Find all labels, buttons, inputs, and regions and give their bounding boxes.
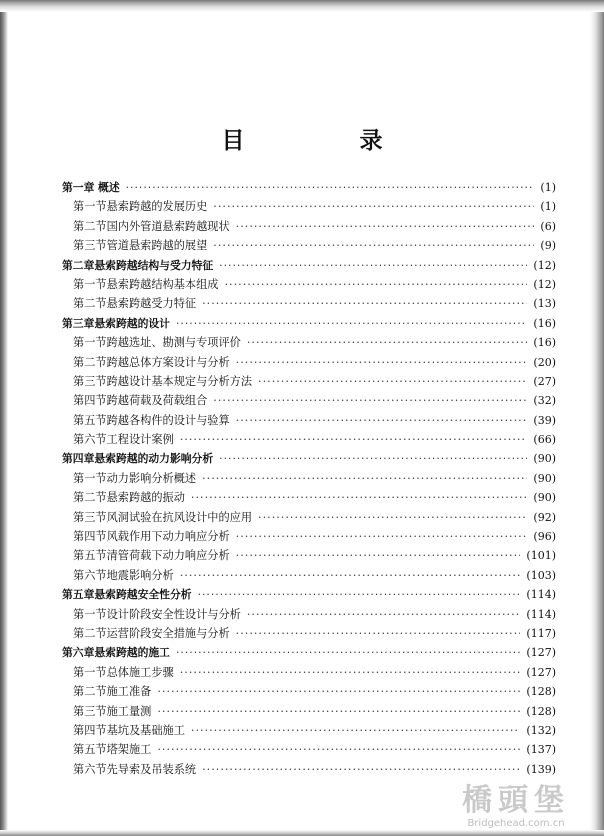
toc-page-number: (114) [526,607,556,621]
toc-page-number: (127) [526,665,556,679]
toc-entry-title: 跨越各构件的设计与验算 [106,413,230,427]
toc-page-number: (13) [533,297,556,311]
toc-dot-leader [126,178,535,197]
toc-entry-number: 第六章 [62,646,95,660]
toc-entry-number: 第一节 [73,471,107,485]
toc-entry-number: 第一章 [62,181,95,194]
toc-entry-number: 第三节 [73,510,107,524]
toc-page-number: (16) [533,336,556,350]
toc-entry-number: 第二节 [73,491,107,505]
toc-entry-title: 悬索跨越结构基本组成 [106,277,219,291]
toc-entry-title: 塔架施工 [106,743,152,757]
toc-dot-leader [258,508,527,527]
toc-entry-number: 第一节 [73,607,107,621]
toc-page-number: (27) [533,374,556,388]
toc-section-row [62,508,556,527]
toc-entry-title: 悬索跨越的发展历史 [106,200,208,214]
toc-dot-leader [157,740,520,759]
toc-section-row [62,411,556,430]
toc-entry-title: 总体施工步骤 [106,665,174,679]
toc-entry-number: 第四节 [73,723,107,737]
toc-entry-title: 悬索跨越的动力影响分析 [94,452,214,466]
toc-page-number: (90) [533,452,556,466]
toc-dot-leader [236,527,528,546]
toc-section-row [62,488,556,507]
toc-entry-number: 第一节 [73,200,107,214]
toc-entry-number: 第一节 [73,665,107,679]
toc-chapter-row [62,178,556,197]
toc-section-row [62,740,556,759]
toc-page-number: (137) [526,743,556,757]
toc-dot-leader [157,702,520,721]
toc-entry-title: 风洞试验在抗风设计中的应用 [106,510,253,524]
watermark [446,784,586,830]
toc-page-number: (90) [533,471,556,485]
toc-chapter-row [62,314,556,333]
toc-entry-number: 第六节 [73,762,107,776]
toc-entry-number: 第三节 [73,704,107,718]
toc-section-row [62,217,556,236]
toc-section-row [62,721,556,740]
toc-dot-leader [219,449,527,468]
toc-dot-leader [202,760,520,779]
toc-entry-number: 第二节 [73,685,107,699]
toc-page-number: (20) [533,355,556,369]
toc-section-row [62,236,556,255]
toc-entry-title: 跨越设计基本规定与分析方法 [106,374,253,388]
toc-dot-leader [224,275,527,294]
toc-dot-leader [180,566,521,585]
toc-entry-title: 先导索及吊装系统 [106,762,197,776]
toc-entry-title: 工程设计案例 [106,433,174,447]
toc-entry-title: 施工量测 [106,704,152,718]
toc-entry-title: 悬索跨越的施工 [94,646,170,660]
toc-section-row [62,294,556,313]
toc-page-number: (32) [533,394,556,408]
toc-entry-number: 第一节 [73,336,107,350]
table-of-contents [62,178,556,779]
toc-entry-title: 动力影响分析概述 [106,471,197,485]
toc-page-number: (1) [540,200,556,214]
toc-section-row [62,682,556,701]
toc-dot-leader [202,294,527,313]
toc-page-number: (128) [526,704,556,718]
toc-dot-leader [236,546,521,565]
toc-entry-title: 运营阶段安全措施与分析 [106,626,230,640]
toc-entry-title: 地震影响分析 [106,568,174,582]
toc-entry-title: 悬索跨越结构与受力特征 [94,258,214,272]
toc-dot-leader [180,663,521,682]
toc-dot-leader [176,314,527,333]
toc-chapter-row [62,449,556,468]
toc-entry-number: 第三章 [62,316,95,330]
toc-entry-number: 第二节 [73,626,107,640]
toc-page-number: (101) [526,549,556,563]
toc-entry-number: 第二节 [73,297,107,311]
toc-dot-leader [157,682,520,701]
toc-entry-title: 风载作用下动力响应分析 [106,530,230,544]
toc-dot-leader [213,197,534,216]
toc-section-row [62,333,556,352]
toc-entry-number: 第二节 [73,219,107,233]
toc-section-row [62,702,556,721]
toc-entry-title: 悬索跨越安全性分析 [94,588,192,602]
toc-section-row [62,527,556,546]
toc-page-number: (103) [526,568,556,582]
toc-dot-leader [213,391,527,410]
toc-entry-title: 国内外管道悬索跨越现状 [106,219,230,233]
toc-section-row [62,275,556,294]
toc-page-number: (12) [533,258,556,272]
toc-dot-leader [236,624,521,643]
toc-page-number: (66) [533,433,556,447]
toc-entry-title: 管道悬索跨越的展望 [106,239,208,253]
toc-dot-leader [176,643,520,662]
toc-entry-number: 第三节 [73,239,107,253]
toc-entry-title: 跨越选址、勘测与专项评价 [106,336,241,350]
toc-entry-number: 第五节 [73,549,107,563]
toc-entry-number: 第三节 [73,374,107,388]
toc-entry-title: 悬索跨越的设计 [94,316,170,330]
toc-page-number: (6) [540,219,556,233]
toc-entry-number: 第二节 [73,355,107,369]
toc-dot-leader [219,256,527,275]
toc-page-number: (16) [533,316,556,330]
toc-entry-number: 第一节 [73,277,107,291]
toc-page-number: (12) [533,277,556,291]
toc-page-number: (127) [526,646,556,660]
scan-edge-bottom [0,830,604,836]
toc-chapter-row [62,256,556,275]
toc-page-number: (90) [533,491,556,505]
toc-page-number: (132) [526,723,556,737]
toc-entry-number: 第五节 [73,413,107,427]
toc-section-row [62,760,556,779]
page-title: 目 录 [221,128,429,154]
toc-dot-leader [191,721,521,740]
toc-entry-title: 施工准备 [106,685,152,699]
toc-section-row [62,197,556,216]
toc-dot-leader [202,469,527,488]
toc-page-number: (139) [526,762,556,776]
toc-dot-leader [198,585,521,604]
toc-entry-title: 悬索跨越受力特征 [106,297,197,311]
toc-section-row [62,391,556,410]
toc-entry-number: 第四节 [73,394,107,408]
toc-section-row [62,469,556,488]
toc-page-number: (114) [526,588,556,602]
toc-section-row [62,663,556,682]
toc-section-row [62,605,556,624]
toc-dot-leader [236,353,528,372]
toc-page-number: (9) [540,239,556,253]
toc-page-number: (39) [533,413,556,427]
toc-dot-leader [191,488,528,507]
toc-page-number: (96) [533,530,556,544]
toc-section-row [62,566,556,585]
toc-page-number: (128) [526,685,556,699]
toc-chapter-row [62,643,556,662]
toc-dot-leader [236,411,528,430]
toc-entry-number: 第四节 [73,530,107,544]
toc-entry-number: 第二章 [62,258,95,272]
toc-dot-leader [247,605,521,624]
toc-entry-number: 第六节 [73,433,107,447]
watermark-url: Bridgehead.com.cn [467,818,565,829]
toc-dot-leader [236,217,535,236]
toc-section-row [62,624,556,643]
toc-entry-number: 第六节 [73,568,107,582]
toc-section-row [62,546,556,565]
toc-entry-title: 基坑及基础施工 [106,723,185,737]
toc-dot-leader [258,372,527,391]
toc-entry-number: 第五章 [62,588,95,602]
toc-page-number: (117) [526,626,556,640]
toc-dot-leader [180,430,528,449]
toc-chapter-row [62,585,556,604]
toc-entry-number: 第五节 [73,743,107,757]
toc-entry-title: 悬索跨越的振动 [106,491,185,505]
toc-section-row [62,372,556,391]
toc-page-number: (1) [540,181,556,194]
toc-entry-title: 概述 [98,181,120,194]
scan-edge-top [0,0,604,12]
watermark-logo-text: 橋頭堡 [462,783,570,818]
toc-entry-title: 跨越总体方案设计与分析 [106,355,230,369]
toc-section-row [62,430,556,449]
toc-page-number: (92) [533,510,556,524]
toc-entry-number: 第四章 [62,452,95,466]
toc-entry-title: 跨越荷载及荷载组合 [106,394,208,408]
toc-dot-leader [213,236,534,255]
toc-entry-title: 设计阶段安全性设计与分析 [106,607,241,621]
toc-dot-leader [247,333,528,352]
toc-section-row [62,353,556,372]
toc-entry-title: 清管荷载下动力响应分析 [106,549,230,563]
